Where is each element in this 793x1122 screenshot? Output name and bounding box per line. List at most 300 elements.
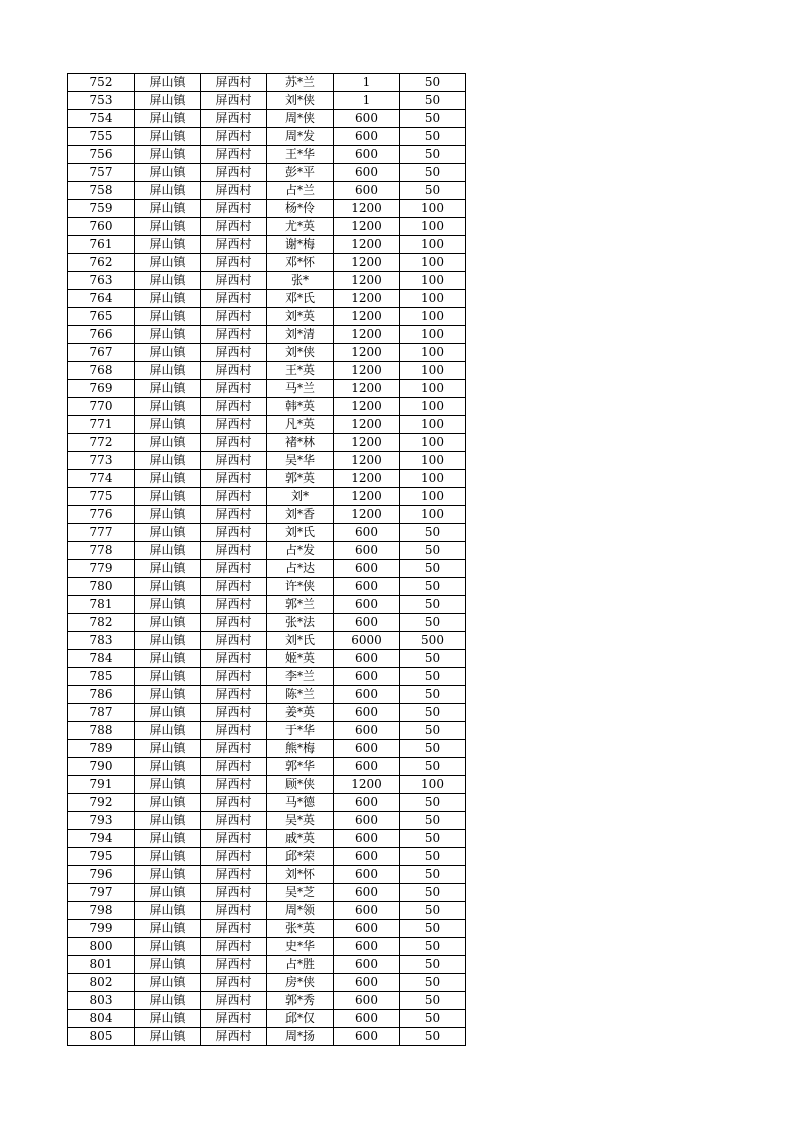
name-cell: 王*华 [267, 146, 334, 164]
town-cell: 屏山镇 [135, 488, 201, 506]
subsidy-cell: 100 [400, 236, 466, 254]
subsidy-cell: 100 [400, 776, 466, 794]
subsidy-cell: 50 [400, 110, 466, 128]
row-number-cell: 758 [68, 182, 135, 200]
town-cell: 屏山镇 [135, 938, 201, 956]
name-cell: 吴*芝 [267, 884, 334, 902]
row-number-cell: 785 [68, 668, 135, 686]
amount-cell: 600 [334, 110, 400, 128]
town-cell: 屏山镇 [135, 434, 201, 452]
name-cell: 姬*英 [267, 650, 334, 668]
name-cell: 尤*英 [267, 218, 334, 236]
table-row [68, 200, 466, 218]
name-cell: 刘*怀 [267, 866, 334, 884]
village-cell: 屏西村 [201, 668, 267, 686]
village-cell: 屏西村 [201, 740, 267, 758]
amount-cell: 1200 [334, 488, 400, 506]
village-cell: 屏西村 [201, 452, 267, 470]
amount-cell: 600 [334, 1010, 400, 1028]
subsidy-cell: 100 [400, 470, 466, 488]
name-cell: 刘*侠 [267, 92, 334, 110]
amount-cell: 600 [334, 704, 400, 722]
amount-cell: 600 [334, 1028, 400, 1046]
amount-cell: 6000 [334, 632, 400, 650]
amount-cell: 600 [334, 992, 400, 1010]
subsidy-cell: 100 [400, 452, 466, 470]
amount-cell: 1200 [334, 218, 400, 236]
amount-cell: 1200 [334, 326, 400, 344]
subsidy-cell: 50 [400, 182, 466, 200]
name-cell: 刘*香 [267, 506, 334, 524]
name-cell: 姜*英 [267, 704, 334, 722]
name-cell: 房*侠 [267, 974, 334, 992]
amount-cell: 1200 [334, 452, 400, 470]
table-row [68, 380, 466, 398]
row-number-cell: 763 [68, 272, 135, 290]
amount-cell: 1200 [334, 254, 400, 272]
row-number-cell: 779 [68, 560, 135, 578]
row-number-cell: 801 [68, 956, 135, 974]
table-row [68, 110, 466, 128]
amount-cell: 600 [334, 560, 400, 578]
row-number-cell: 775 [68, 488, 135, 506]
subsidy-cell: 100 [400, 326, 466, 344]
subsidy-cell: 50 [400, 974, 466, 992]
name-cell: 马*德 [267, 794, 334, 812]
village-cell: 屏西村 [201, 182, 267, 200]
name-cell: 周*发 [267, 128, 334, 146]
town-cell: 屏山镇 [135, 686, 201, 704]
name-cell: 占*达 [267, 560, 334, 578]
town-cell: 屏山镇 [135, 326, 201, 344]
village-cell: 屏西村 [201, 398, 267, 416]
row-number-cell: 798 [68, 902, 135, 920]
row-number-cell: 777 [68, 524, 135, 542]
row-number-cell: 800 [68, 938, 135, 956]
row-number-cell: 756 [68, 146, 135, 164]
name-cell: 邓*氏 [267, 290, 334, 308]
village-cell: 屏西村 [201, 992, 267, 1010]
name-cell: 刘*侠 [267, 344, 334, 362]
town-cell: 屏山镇 [135, 704, 201, 722]
subsidy-cell: 50 [400, 1028, 466, 1046]
table-row [68, 164, 466, 182]
row-number-cell: 773 [68, 452, 135, 470]
town-cell: 屏山镇 [135, 398, 201, 416]
name-cell: 于*华 [267, 722, 334, 740]
town-cell: 屏山镇 [135, 164, 201, 182]
village-cell: 屏西村 [201, 560, 267, 578]
amount-cell: 600 [334, 182, 400, 200]
town-cell: 屏山镇 [135, 812, 201, 830]
row-number-cell: 791 [68, 776, 135, 794]
village-cell: 屏西村 [201, 920, 267, 938]
town-cell: 屏山镇 [135, 632, 201, 650]
town-cell: 屏山镇 [135, 110, 201, 128]
amount-cell: 600 [334, 164, 400, 182]
village-cell: 屏西村 [201, 308, 267, 326]
amount-cell: 1200 [334, 398, 400, 416]
table-row [68, 74, 466, 92]
village-cell: 屏西村 [201, 434, 267, 452]
table-row [68, 992, 466, 1010]
town-cell: 屏山镇 [135, 470, 201, 488]
subsidy-cell: 100 [400, 254, 466, 272]
table-row [68, 524, 466, 542]
subsidy-cell: 100 [400, 506, 466, 524]
village-cell: 屏西村 [201, 254, 267, 272]
subsidy-cell: 100 [400, 218, 466, 236]
town-cell: 屏山镇 [135, 668, 201, 686]
table-row [68, 902, 466, 920]
amount-cell: 1200 [334, 380, 400, 398]
table-row [68, 704, 466, 722]
table-row [68, 290, 466, 308]
table-row [68, 1028, 466, 1046]
town-cell: 屏山镇 [135, 290, 201, 308]
village-cell: 屏西村 [201, 128, 267, 146]
table-body [68, 74, 466, 1046]
village-cell: 屏西村 [201, 650, 267, 668]
amount-cell: 1200 [334, 776, 400, 794]
town-cell: 屏山镇 [135, 992, 201, 1010]
village-cell: 屏西村 [201, 686, 267, 704]
row-number-cell: 795 [68, 848, 135, 866]
subsidy-cell: 100 [400, 272, 466, 290]
town-cell: 屏山镇 [135, 794, 201, 812]
row-number-cell: 767 [68, 344, 135, 362]
name-cell: 郭*兰 [267, 596, 334, 614]
row-number-cell: 793 [68, 812, 135, 830]
village-cell: 屏西村 [201, 236, 267, 254]
row-number-cell: 774 [68, 470, 135, 488]
subsidy-cell: 50 [400, 164, 466, 182]
subsidy-cell: 50 [400, 650, 466, 668]
name-cell: 凡*英 [267, 416, 334, 434]
village-cell: 屏西村 [201, 506, 267, 524]
row-number-cell: 799 [68, 920, 135, 938]
table-row [68, 272, 466, 290]
amount-cell: 600 [334, 128, 400, 146]
village-cell: 屏西村 [201, 722, 267, 740]
table-row [68, 812, 466, 830]
town-cell: 屏山镇 [135, 902, 201, 920]
village-cell: 屏西村 [201, 902, 267, 920]
town-cell: 屏山镇 [135, 254, 201, 272]
amount-cell: 600 [334, 866, 400, 884]
amount-cell: 600 [334, 794, 400, 812]
row-number-cell: 753 [68, 92, 135, 110]
village-cell: 屏西村 [201, 326, 267, 344]
row-number-cell: 794 [68, 830, 135, 848]
amount-cell: 600 [334, 812, 400, 830]
table-row [68, 848, 466, 866]
row-number-cell: 781 [68, 596, 135, 614]
subsidy-cell: 100 [400, 434, 466, 452]
subsidy-cell: 50 [400, 812, 466, 830]
subsidy-cell: 50 [400, 542, 466, 560]
name-cell: 吴*英 [267, 812, 334, 830]
amount-cell: 600 [334, 596, 400, 614]
town-cell: 屏山镇 [135, 596, 201, 614]
subsidy-cell: 50 [400, 920, 466, 938]
row-number-cell: 760 [68, 218, 135, 236]
row-number-cell: 761 [68, 236, 135, 254]
subsidy-cell: 500 [400, 632, 466, 650]
town-cell: 屏山镇 [135, 200, 201, 218]
town-cell: 屏山镇 [135, 1010, 201, 1028]
table-row [68, 866, 466, 884]
table-row [68, 938, 466, 956]
town-cell: 屏山镇 [135, 1028, 201, 1046]
subsidy-cell: 50 [400, 938, 466, 956]
amount-cell: 600 [334, 722, 400, 740]
name-cell: 熊*梅 [267, 740, 334, 758]
amount-cell: 600 [334, 668, 400, 686]
row-number-cell: 770 [68, 398, 135, 416]
name-cell: 戚*英 [267, 830, 334, 848]
table-row [68, 398, 466, 416]
table-row [68, 452, 466, 470]
name-cell: 刘*英 [267, 308, 334, 326]
village-cell: 屏西村 [201, 110, 267, 128]
amount-cell: 600 [334, 956, 400, 974]
town-cell: 屏山镇 [135, 722, 201, 740]
amount-cell: 1200 [334, 290, 400, 308]
name-cell: 周*领 [267, 902, 334, 920]
name-cell: 谢*梅 [267, 236, 334, 254]
name-cell: 郭*英 [267, 470, 334, 488]
amount-cell: 600 [334, 542, 400, 560]
amount-cell: 1200 [334, 236, 400, 254]
town-cell: 屏山镇 [135, 128, 201, 146]
table-row [68, 434, 466, 452]
name-cell: 占*兰 [267, 182, 334, 200]
town-cell: 屏山镇 [135, 866, 201, 884]
table-row [68, 254, 466, 272]
subsidy-cell: 50 [400, 758, 466, 776]
village-cell: 屏西村 [201, 632, 267, 650]
table-row [68, 686, 466, 704]
table-row [68, 92, 466, 110]
town-cell: 屏山镇 [135, 578, 201, 596]
village-cell: 屏西村 [201, 848, 267, 866]
subsidy-cell: 50 [400, 830, 466, 848]
town-cell: 屏山镇 [135, 146, 201, 164]
row-number-cell: 796 [68, 866, 135, 884]
subsidy-cell: 100 [400, 488, 466, 506]
town-cell: 屏山镇 [135, 236, 201, 254]
subsidy-cell: 50 [400, 92, 466, 110]
subsidy-cell: 100 [400, 200, 466, 218]
row-number-cell: 782 [68, 614, 135, 632]
name-cell: 邓*怀 [267, 254, 334, 272]
town-cell: 屏山镇 [135, 182, 201, 200]
amount-cell: 600 [334, 830, 400, 848]
name-cell: 史*华 [267, 938, 334, 956]
amount-cell: 600 [334, 974, 400, 992]
amount-cell: 1200 [334, 308, 400, 326]
name-cell: 许*侠 [267, 578, 334, 596]
village-cell: 屏西村 [201, 272, 267, 290]
amount-cell: 600 [334, 650, 400, 668]
town-cell: 屏山镇 [135, 218, 201, 236]
subsidy-cell: 50 [400, 668, 466, 686]
row-number-cell: 787 [68, 704, 135, 722]
table-row [68, 182, 466, 200]
amount-cell: 1200 [334, 434, 400, 452]
town-cell: 屏山镇 [135, 524, 201, 542]
name-cell: 褚*林 [267, 434, 334, 452]
town-cell: 屏山镇 [135, 380, 201, 398]
village-cell: 屏西村 [201, 794, 267, 812]
village-cell: 屏西村 [201, 542, 267, 560]
village-cell: 屏西村 [201, 938, 267, 956]
row-number-cell: 752 [68, 74, 135, 92]
village-cell: 屏西村 [201, 776, 267, 794]
village-cell: 屏西村 [201, 956, 267, 974]
table-row [68, 506, 466, 524]
subsidy-cell: 50 [400, 578, 466, 596]
table-row [68, 794, 466, 812]
subsidy-cell: 50 [400, 146, 466, 164]
amount-cell: 600 [334, 920, 400, 938]
village-cell: 屏西村 [201, 344, 267, 362]
table-row [68, 740, 466, 758]
row-number-cell: 769 [68, 380, 135, 398]
row-number-cell: 772 [68, 434, 135, 452]
row-number-cell: 790 [68, 758, 135, 776]
table-row [68, 1010, 466, 1028]
amount-cell: 600 [334, 938, 400, 956]
table-row [68, 758, 466, 776]
village-cell: 屏西村 [201, 470, 267, 488]
subsidy-cell: 100 [400, 344, 466, 362]
row-number-cell: 805 [68, 1028, 135, 1046]
table-row [68, 308, 466, 326]
name-cell: 张*英 [267, 920, 334, 938]
row-number-cell: 762 [68, 254, 135, 272]
table-row [68, 416, 466, 434]
subsidy-cell: 100 [400, 416, 466, 434]
table-row [68, 578, 466, 596]
village-cell: 屏西村 [201, 146, 267, 164]
town-cell: 屏山镇 [135, 776, 201, 794]
village-cell: 屏西村 [201, 704, 267, 722]
subsidy-cell: 50 [400, 740, 466, 758]
row-number-cell: 765 [68, 308, 135, 326]
town-cell: 屏山镇 [135, 308, 201, 326]
town-cell: 屏山镇 [135, 542, 201, 560]
village-cell: 屏西村 [201, 92, 267, 110]
village-cell: 屏西村 [201, 380, 267, 398]
village-cell: 屏西村 [201, 758, 267, 776]
row-number-cell: 754 [68, 110, 135, 128]
table-row [68, 146, 466, 164]
subsidy-cell: 50 [400, 1010, 466, 1028]
amount-cell: 600 [334, 578, 400, 596]
amount-cell: 600 [334, 758, 400, 776]
village-cell: 屏西村 [201, 524, 267, 542]
subsidy-cell: 50 [400, 992, 466, 1010]
amount-cell: 600 [334, 146, 400, 164]
name-cell: 彭*平 [267, 164, 334, 182]
amount-cell: 600 [334, 848, 400, 866]
table-row [68, 884, 466, 902]
subsidy-cell: 50 [400, 884, 466, 902]
town-cell: 屏山镇 [135, 452, 201, 470]
subsidy-cell: 50 [400, 524, 466, 542]
data-table [67, 73, 466, 1046]
amount-cell: 1200 [334, 362, 400, 380]
village-cell: 屏西村 [201, 362, 267, 380]
table-row [68, 830, 466, 848]
town-cell: 屏山镇 [135, 344, 201, 362]
row-number-cell: 803 [68, 992, 135, 1010]
amount-cell: 1200 [334, 344, 400, 362]
name-cell: 杨*伶 [267, 200, 334, 218]
row-number-cell: 766 [68, 326, 135, 344]
amount-cell: 1200 [334, 200, 400, 218]
row-number-cell: 759 [68, 200, 135, 218]
name-cell: 张*法 [267, 614, 334, 632]
row-number-cell: 764 [68, 290, 135, 308]
amount-cell: 1200 [334, 470, 400, 488]
village-cell: 屏西村 [201, 830, 267, 848]
village-cell: 屏西村 [201, 74, 267, 92]
row-number-cell: 786 [68, 686, 135, 704]
village-cell: 屏西村 [201, 218, 267, 236]
subsidy-cell: 50 [400, 686, 466, 704]
subsidy-cell: 50 [400, 722, 466, 740]
table-row [68, 650, 466, 668]
row-number-cell: 792 [68, 794, 135, 812]
subsidy-cell: 50 [400, 74, 466, 92]
village-cell: 屏西村 [201, 164, 267, 182]
town-cell: 屏山镇 [135, 830, 201, 848]
table-row [68, 956, 466, 974]
subsidy-cell: 50 [400, 614, 466, 632]
name-cell: 刘*清 [267, 326, 334, 344]
amount-cell: 1200 [334, 506, 400, 524]
row-number-cell: 784 [68, 650, 135, 668]
village-cell: 屏西村 [201, 290, 267, 308]
village-cell: 屏西村 [201, 1010, 267, 1028]
town-cell: 屏山镇 [135, 272, 201, 290]
table-row [68, 974, 466, 992]
name-cell: 马*兰 [267, 380, 334, 398]
table-row [68, 560, 466, 578]
town-cell: 屏山镇 [135, 362, 201, 380]
table-row [68, 362, 466, 380]
name-cell: 韩*英 [267, 398, 334, 416]
table-row [68, 326, 466, 344]
row-number-cell: 783 [68, 632, 135, 650]
name-cell: 郭*华 [267, 758, 334, 776]
town-cell: 屏山镇 [135, 614, 201, 632]
village-cell: 屏西村 [201, 866, 267, 884]
town-cell: 屏山镇 [135, 560, 201, 578]
village-cell: 屏西村 [201, 884, 267, 902]
name-cell: 刘*氏 [267, 632, 334, 650]
amount-cell: 600 [334, 524, 400, 542]
table-row [68, 128, 466, 146]
row-number-cell: 755 [68, 128, 135, 146]
town-cell: 屏山镇 [135, 884, 201, 902]
subsidy-cell: 50 [400, 560, 466, 578]
village-cell: 屏西村 [201, 596, 267, 614]
name-cell: 邱*仅 [267, 1010, 334, 1028]
